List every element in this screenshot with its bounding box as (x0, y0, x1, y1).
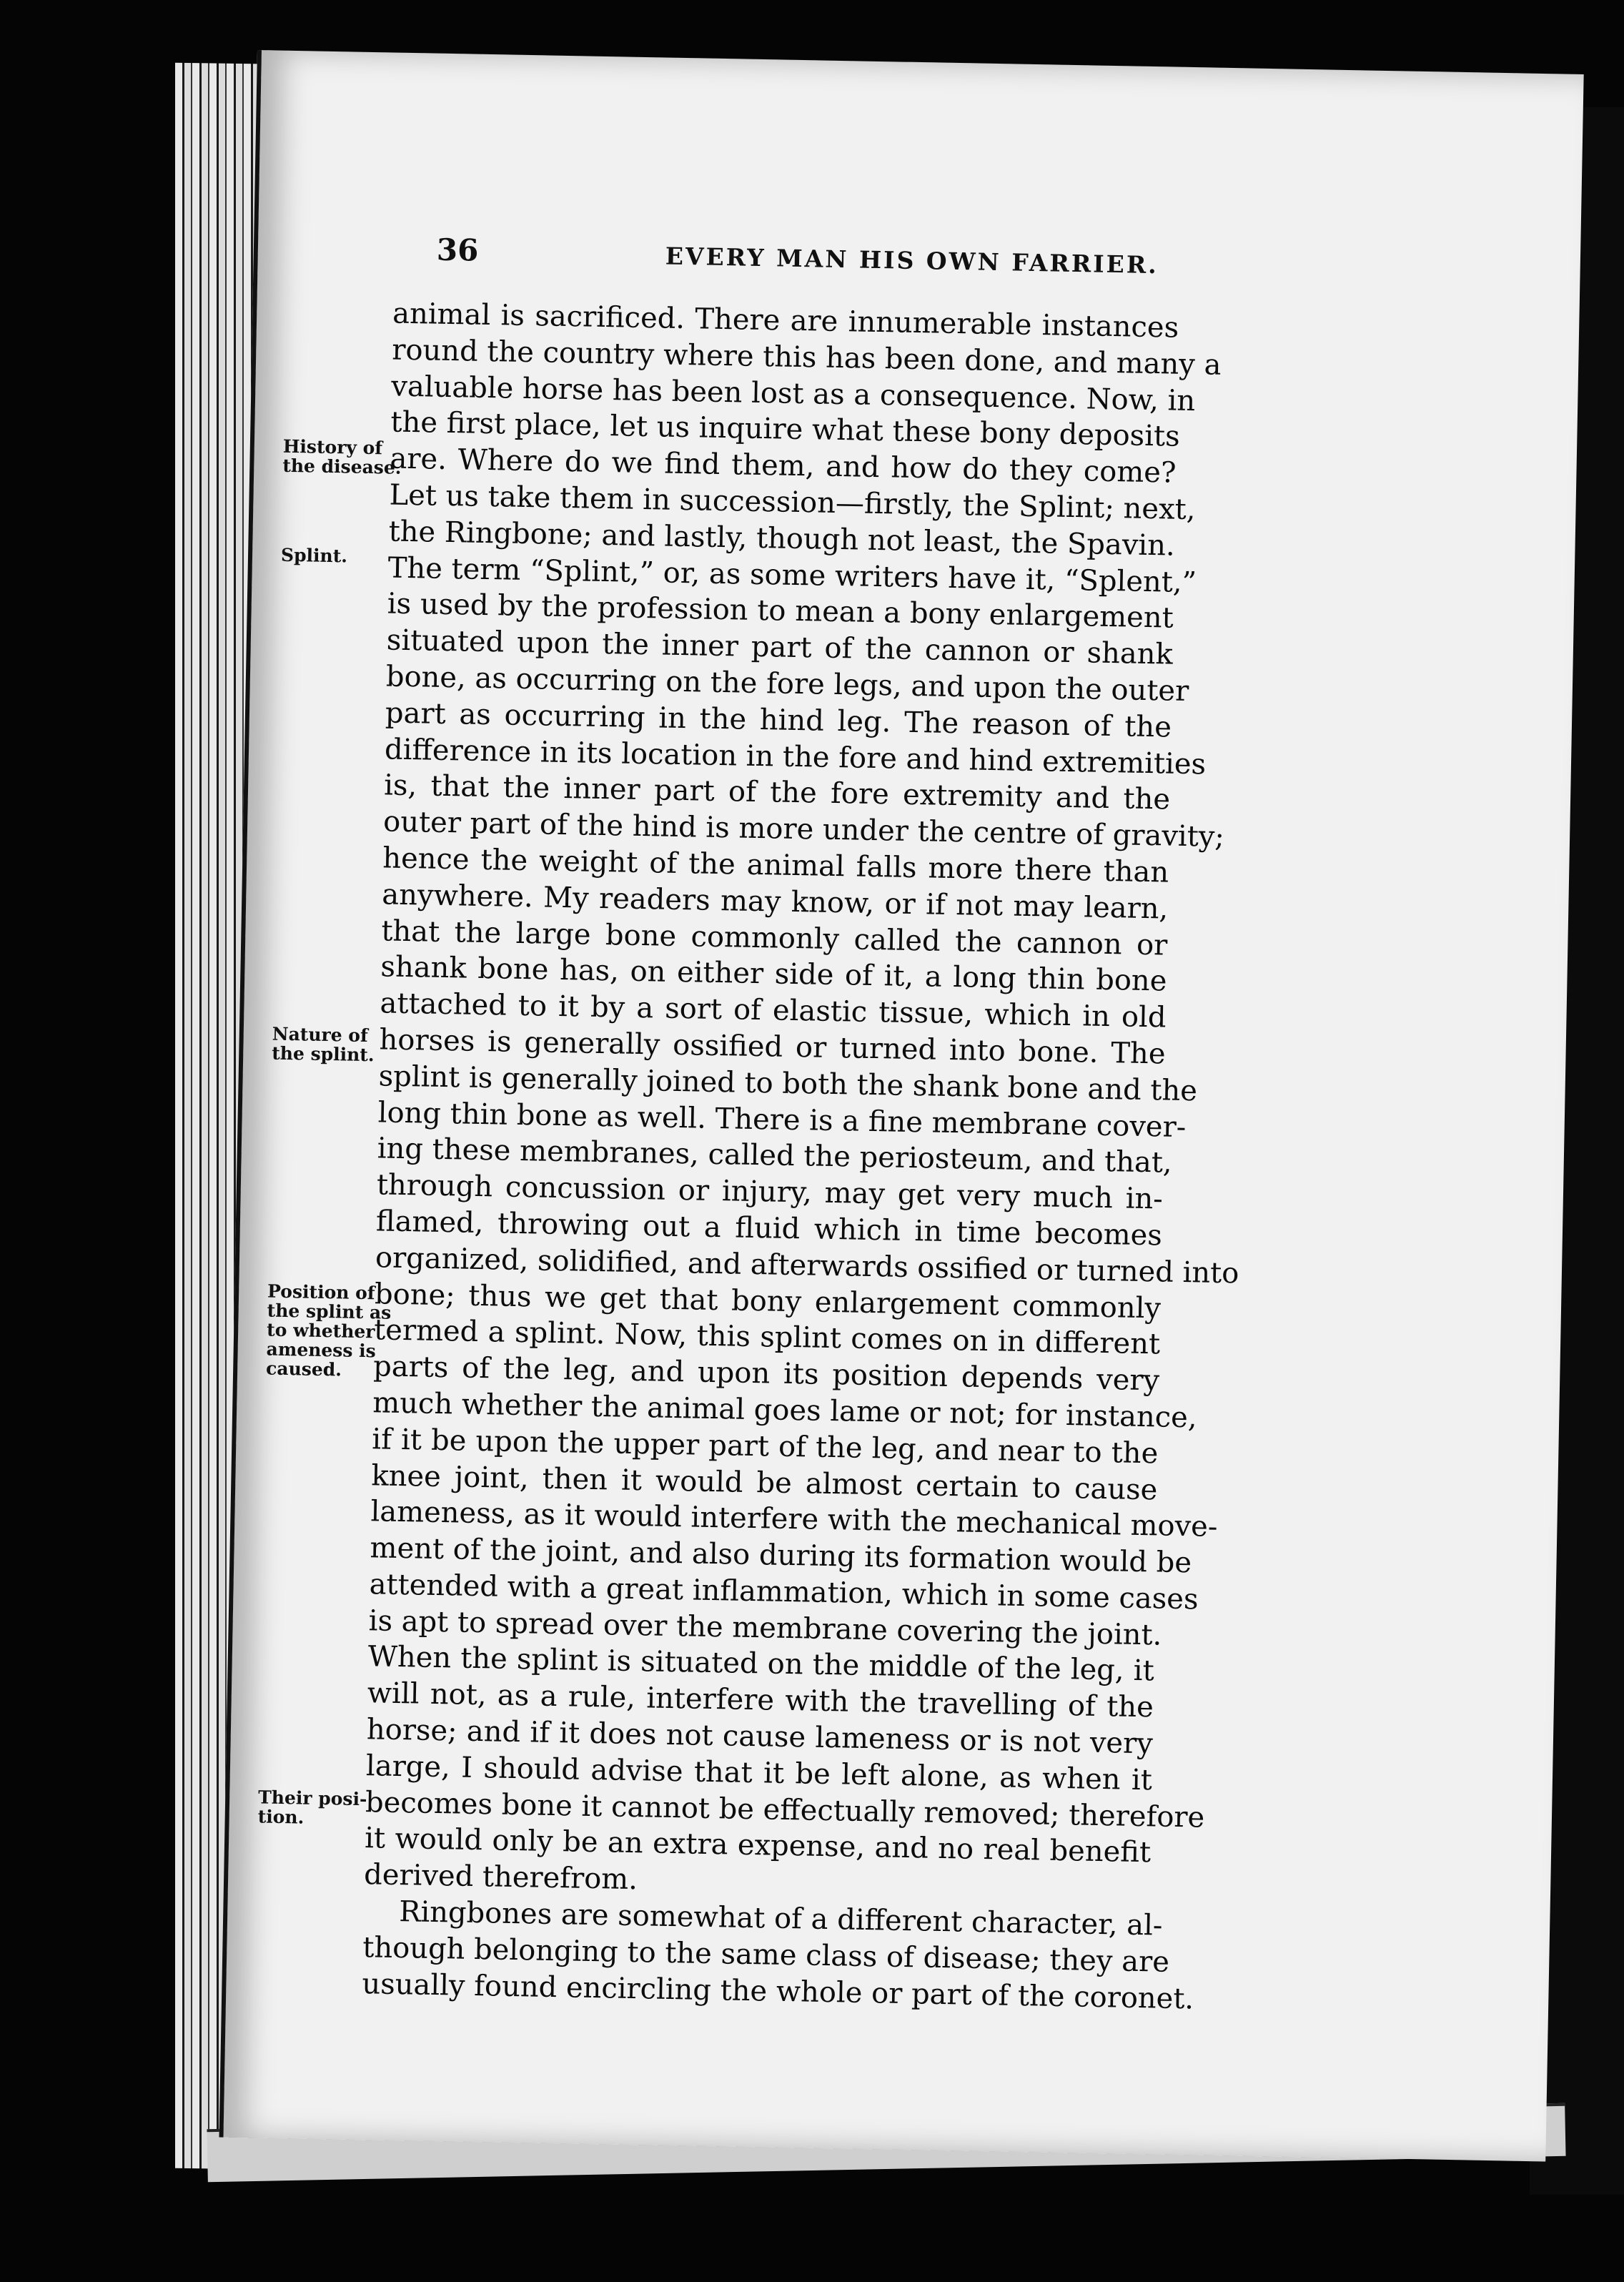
text-line: anywhere. My readers may know, or if not may learn, (381, 878, 1169, 926)
text-line: it would only be an extra expense, and no real benefit (364, 1822, 1152, 1869)
text-line: if it be upon the upper part of the leg, and near to the (372, 1422, 1159, 1471)
text-line: When the splint is situated on the middle of the leg, it (367, 1640, 1155, 1688)
text-line: situated upon the inner part of the cannon or shank (386, 623, 1174, 671)
margin-note-line: Splint. (280, 544, 348, 567)
page-header (436, 232, 1345, 292)
text-line: is, that the inner part of the fore extremity and the (383, 769, 1171, 816)
text-line: becomes bone it cannot be effectually removed; therefore (365, 1785, 1205, 1834)
text-line: part as occurring in the hind leg. The reason of the (385, 696, 1172, 744)
text-line: flamed, throwing out a fluid which in time becomes (375, 1205, 1163, 1253)
text-line: usually found encircling the whole or part of the coronet. (362, 1967, 1194, 2016)
margin-note-nature (272, 1024, 376, 1065)
text-line: is apt to spread over the membrane covering the joint. (368, 1604, 1162, 1652)
margin-note-line: Their posi- (257, 1787, 367, 1810)
text-line: ment of the joint, and also during its formation would be (370, 1531, 1192, 1580)
margin-note-line: History of (282, 435, 383, 459)
text-line: is used by the profession to mean a bony enlargement (387, 587, 1174, 635)
margin-note-line: to whether (266, 1319, 375, 1343)
margin-note-line: Nature of (272, 1023, 369, 1047)
page-number: 36 (436, 232, 479, 268)
text-line: Ringbones are somewhat of a different character, al- (398, 1895, 1163, 1942)
text-line: lameness, as it would interfere with the mechanical move- (370, 1495, 1218, 1544)
text-line: though belonging to the same class of disease; they are (362, 1931, 1170, 1979)
text-line: organized, solidified, and afterwards ossified or turned into (375, 1241, 1239, 1290)
margin-note-line: Position of (267, 1280, 375, 1304)
running-head: EVERY MAN HIS OWN FARRIER. (665, 242, 1159, 280)
text-line: that the large bone commonly called the cannon or (381, 914, 1168, 962)
text-line: valuable horse has been lost as a consequence. Now, in (390, 370, 1196, 418)
text-line: are. Where do we find them, and how do they come? (390, 442, 1177, 490)
text-line: round the country where this has been done, and many a (391, 333, 1222, 382)
text-line: derived therefrom. (363, 1858, 638, 1897)
text-line: splint is generally joined to both the shank bone and the (378, 1060, 1198, 1108)
margin-note-line: caused. (265, 1358, 342, 1380)
text-line: animal is sacrificed. There are innumerable instances (392, 297, 1179, 345)
margin-note-line: ameness is (266, 1338, 377, 1362)
text-line: the Ringbone; and lastly, though not least, the Spavin. (388, 515, 1176, 563)
margin-note-line: the splint. (272, 1042, 375, 1066)
margin-note-splint (281, 545, 385, 567)
text-line: The term “Splint,” or, as some writers have it, “Splent,” (387, 551, 1197, 599)
text-line: horse; and if it does not cause lameness or is not very (366, 1713, 1154, 1761)
text-line: bone; thus we get that bony enlargement commonly (374, 1277, 1162, 1325)
text-line: large, I should advise that it be left alone, as when it (365, 1749, 1153, 1797)
text-line: will not, as a rule, interfere with the travelling of the (367, 1676, 1154, 1724)
text-line: outer part of the hind is more under the centre of gravity; (382, 805, 1225, 854)
text-line: bone, as occurring on the fore legs, and upon the outer (385, 660, 1189, 708)
margin-note-line: the disease. (282, 455, 402, 478)
book-page (219, 50, 1583, 2162)
text-line: shank bone has, on either side of it, a long thin bone (380, 950, 1167, 998)
text-line: horses is generally ossified or turned into bone. The (379, 1023, 1166, 1071)
text-line: attended with a great inflammation, which in some cases (369, 1568, 1199, 1616)
text-line: parts of the leg, and upon its position depends very (372, 1350, 1160, 1398)
margin-note-line: the splint as (267, 1300, 392, 1323)
text-line: Let us take them in succession—firstly, the Splint; next, (389, 478, 1196, 527)
margin-note-line: tion. (257, 1806, 304, 1828)
margin-note-their-position (257, 1787, 367, 1828)
margin-note-position (265, 1280, 392, 1380)
margin-note-history (282, 435, 402, 478)
text-line: through concussion or injury, may get very much in- (376, 1168, 1164, 1216)
text-line: knee joint, then it would be almost certain to cause (371, 1458, 1158, 1506)
text-line: much whether the animal goes lame or not; for instance, (372, 1386, 1197, 1435)
text-line: the first place, let us inquire what these bony deposits (390, 405, 1181, 454)
text-line: ing these membranes, called the periosteum, and that, (377, 1132, 1173, 1180)
text-line: attached to it by a sort of elastic tissue, which in old (380, 987, 1167, 1034)
body-text (362, 296, 1239, 2017)
text-line: termed a splint. Now, this splint comes on in different (373, 1313, 1161, 1361)
text-line: long thin bone as well. There is a fine membrane cover- (377, 1095, 1187, 1144)
text-line: hence the weight of the animal falls more there than (382, 841, 1169, 889)
text-line: difference in its location in the fore and hind extremities (384, 732, 1207, 781)
